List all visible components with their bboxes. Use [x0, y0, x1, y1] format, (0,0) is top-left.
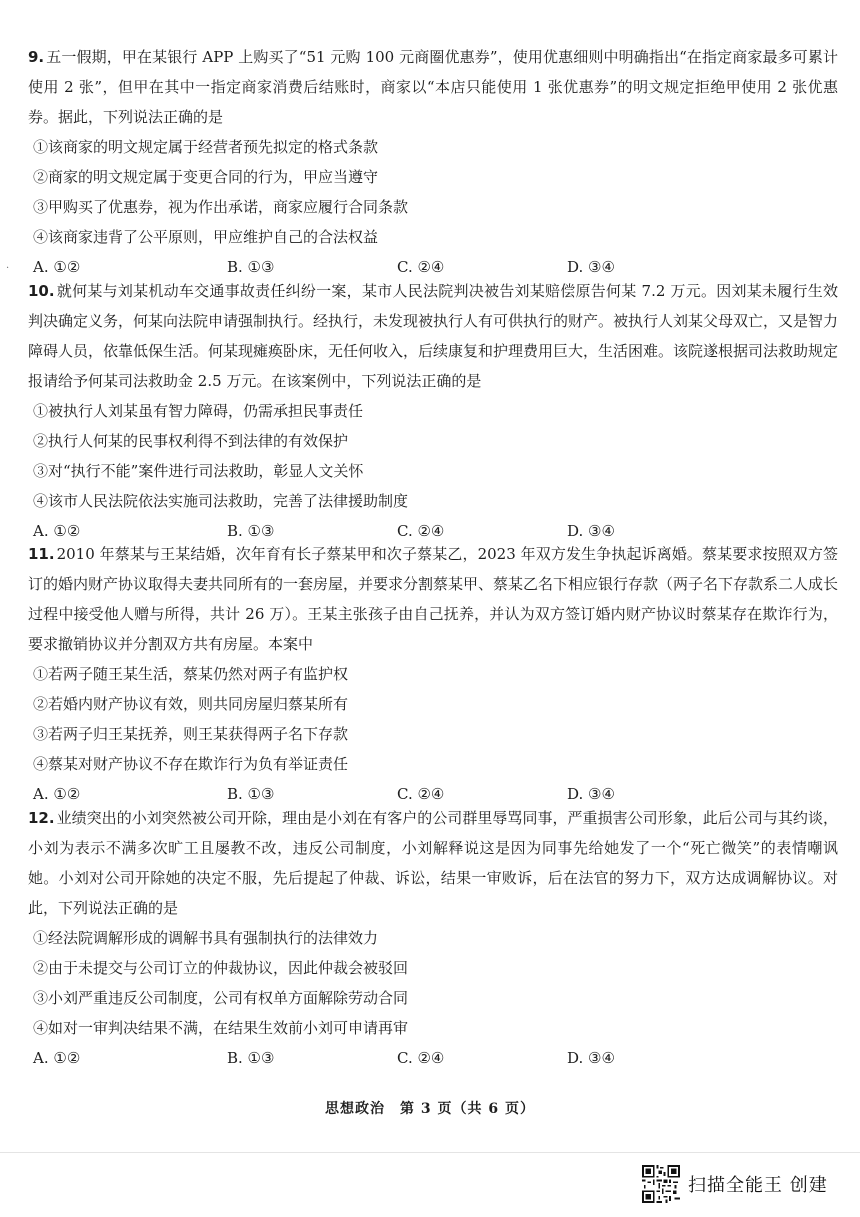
- statement-3: ③甲购买了优惠券，视为作出承诺，商家应履行合同条款: [33, 198, 409, 216]
- statement-4: ④如对一审判决结果不满，在结果生效前小刘可申请再审: [33, 1019, 409, 1037]
- question-number: 12.: [28, 809, 55, 827]
- choice-b: B. ①③: [227, 785, 275, 803]
- statement-3: ③若两子归王某抚养，则王某获得两子名下存款: [33, 725, 349, 743]
- statement-2: ②商家的明文规定属于变更合同的行为，甲应当遵守: [33, 168, 379, 186]
- statement-3: ③对“执行不能”案件进行司法救助，彰显人文关怀: [33, 462, 364, 480]
- statement-4: ④该商家违背了公平原则，甲应维护自己的合法权益: [33, 228, 379, 246]
- question-9: [28, 42, 838, 282]
- scanner-watermark: [642, 1164, 828, 1204]
- choice-c: C. ②④: [397, 785, 445, 803]
- statement-1: ①若两子随王某生活，蔡某仍然对两子有监护权: [33, 665, 349, 683]
- statement-2: ②执行人何某的民事权利得不到法律的有效保护: [33, 432, 349, 450]
- question-12: [28, 803, 838, 1073]
- question-number: 9.: [28, 48, 45, 66]
- statement-3: ③小刘严重违反公司制度，公司有权单方面解除劳动合同: [33, 989, 409, 1007]
- choice-a: A. ①②: [33, 785, 81, 803]
- question-number: 10.: [28, 282, 55, 300]
- question-stem: 业绩突出的小刘突然被公司开除，理由是小刘在有客户的公司群里辱骂同事，严重损害公司形象，此后公司与其约谈，小刘为表示不满多次旷工且屡教不改，违反公司制度，小刘解释说这是因为同事先给她发了一个“死亡微笑”的表情嘲讽她。小刘对公司开除她的决定不服，先后提起了仲裁、诉讼，结果一审败诉，后在法官的努力下，双方达成调解协议。对此，下列说法正确的是: [28, 809, 838, 917]
- choice-d: D. ③④: [567, 258, 615, 276]
- choice-d: D. ③④: [567, 785, 615, 803]
- watermark-text: 扫描全能王 创建: [688, 1175, 828, 1196]
- statement-1: ①经法院调解形成的调解书具有强制执行的法律效力: [33, 929, 379, 947]
- statement-4: ④该市人民法院依法实施司法救助，完善了法律援助制度: [33, 492, 409, 510]
- question-number: 11.: [28, 545, 55, 563]
- question-stem: 2010 年蔡某与王某结婚，次年育有长子蔡某甲和次子蔡某乙，2023 年双方发生争执起诉离婚。蔡某要求按照双方签订的婚内财产协议取得夫妻共同所有的一套房屋，并要求分割蔡某甲、蔡某乙名下相应银行存款（两子名下存款系二人成长过程中接受他人赠与所得，共计 26 万）。王某主张孩子由自己抚养，并认为双方签订婚内财产协议时蔡某存在欺诈行为，要求撤销协议并分割双方共有房屋。本案中: [28, 545, 839, 653]
- choice-d: D. ③④: [567, 522, 615, 540]
- statement-1: ①被执行人刘某虽有智力障碍，仍需承担民事责任: [33, 402, 364, 420]
- choice-a: A. ①②: [33, 522, 81, 540]
- choice-b: B. ①③: [227, 258, 275, 276]
- choice-d: D. ③④: [567, 1049, 615, 1067]
- choice-b: B. ①③: [227, 522, 275, 540]
- statement-1: ①该商家的明文规定属于经营者预先拟定的格式条款: [33, 138, 379, 156]
- question-stem: 五一假期，甲在某银行 APP 上购买了“51 元购 100 元商圈优惠券”，使用优惠细则中明确指出“在指定商家最多可累计使用 2 张”，但甲在其中一指定商家消费后结账时，商家以“本店只能使用 1 张优惠券”的明文规定拒绝甲使用 2 张优惠券。据此，下列说法正确的是: [28, 48, 838, 126]
- binding-mark: ·: [6, 263, 10, 274]
- page-footer: 思想政治 第 3 页（共 6 页）: [325, 1101, 535, 1117]
- statement-2: ②由于未提交与公司订立的仲裁协议，因此仲裁会被驳回: [33, 959, 409, 977]
- choice-a: A. ①②: [33, 258, 81, 276]
- choice-b: B. ①③: [227, 1049, 275, 1067]
- choice-c: C. ②④: [397, 522, 445, 540]
- question-11: [28, 539, 838, 809]
- question-10: [28, 276, 838, 546]
- answer-choices: [28, 1043, 838, 1073]
- statement-4: ④蔡某对财产协议不存在欺诈行为负有举证责任: [33, 755, 349, 773]
- choice-a: A. ①②: [33, 1049, 81, 1067]
- question-stem: 就何某与刘某机动车交通事故责任纠纷一案，某市人民法院判决被告刘某赔偿原告何某 7.2 万元。因刘某未履行生效判决确定义务，何某向法院申请强制执行。经执行，未发现被执行人有可供执行的财产。被执行人刘某父母双亡，又是智力障碍人员，依靠低保生活。何某现瘫痪卧床，无任何收入，后续康复和护理费用巨大，生活困难。该院遂根据司法救助规定报请给予何某司法救助金 2.5 万元。在该案例中，下列说法正确的是: [28, 282, 839, 390]
- choice-c: C. ②④: [397, 258, 445, 276]
- footer-divider: [0, 1152, 860, 1153]
- statement-2: ②若婚内财产协议有效，则共同房屋归蔡某所有: [33, 695, 349, 713]
- qr-code-icon: [642, 1165, 680, 1203]
- choice-c: C. ②④: [397, 1049, 445, 1067]
